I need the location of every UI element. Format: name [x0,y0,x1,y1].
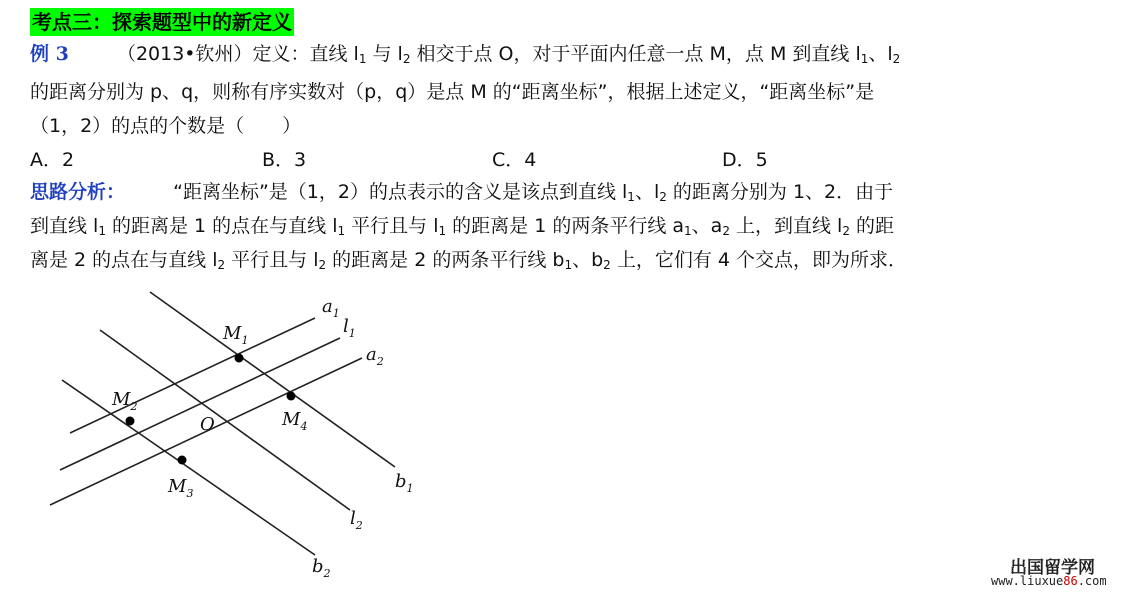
label-a1: a [322,296,333,317]
option-d: D．5 [722,149,768,171]
label-m2: M [112,389,131,410]
svg-text:b1: $b_1$ [395,471,414,495]
label-m1: M [223,323,242,344]
option-a: A．2 [30,149,75,171]
point-m4 [287,392,296,401]
point-m2 [126,417,135,426]
label-a2: a [366,344,377,365]
watermark-title: 出国留学网 [1010,558,1095,578]
option-b: B．3 [262,149,307,171]
line-l1 [60,338,340,470]
svg-text:l1: $l_1$ [343,316,356,340]
svg-text:M4: $M_4$ [282,409,308,433]
watermark-url[interactable]: www.liuxue86.com [991,574,1107,588]
label-l1: l [343,316,349,337]
svg-text:a1: $a_1$ [322,296,340,320]
label-l2: l [350,508,356,529]
label-b1: b [395,471,407,492]
svg-text:l2: $l_2$ [350,508,363,532]
point-m1 [235,354,244,363]
line-b2 [62,380,315,555]
example-label: 例 3 [30,43,69,65]
analysis-label: 思路分析： [30,181,126,203]
example-line-1: 例 3 （2013•钦州）定义：直线 $l_1$ 与 $l_2$ 相交于点 O，对于平面内任意一点 M，点 M 到直线 $l_1$、$l_2$ [30,43,901,66]
svg-text:a2: $a_2$ [366,344,384,368]
label-m3: M [168,476,187,497]
svg-text:b2: $b_2$ [312,556,331,580]
option-c: C．4 [492,149,537,171]
analysis-line-2: 到直线 $l_1$ 的距离是 1 的点在与直线 $l_1$ 平行且与 $l_1$ 的距离是 1 的两条平行线 $a_1$、$a_2$ 上，到直线 $l_2$ 的距 [30,215,895,238]
svg-text:M1: $M_1$ [223,323,249,347]
example-line-2: 的距离分别为 p、q，则称有序实数对（p，q）是点 M 的“距离坐标”，根据上述定义，“距离坐标”是 [30,81,875,103]
line-l2 [100,330,350,510]
label-o: O [200,414,215,435]
label-b2: b [312,556,324,577]
svg-text:M13: $M_3$ [168,476,194,500]
label-m4: M [282,409,301,430]
analysis-line-3: 离是 2 的点在与直线 $l_2$ 平行且与 $l_2$ 的距离是 2 的两条平行线 $b_1$、$b_2$ 上，它们有 4 个交点，即为所求． [30,249,908,272]
point-m3 [178,456,187,465]
example-line-3: （1，2）的点的个数是（ ） [30,115,302,137]
geometry-figure [40,285,440,585]
analysis-line-1: 思路分析： “距离坐标”是（1，2）的点表示的含义是该点到直线 $l_1$、$l_2$ 的距离分别为 1、2．由于 [30,181,894,204]
section-heading: 考点三：探索题型中的新定义 [32,10,292,34]
svg-text:M2: $M_2$ [112,389,138,413]
